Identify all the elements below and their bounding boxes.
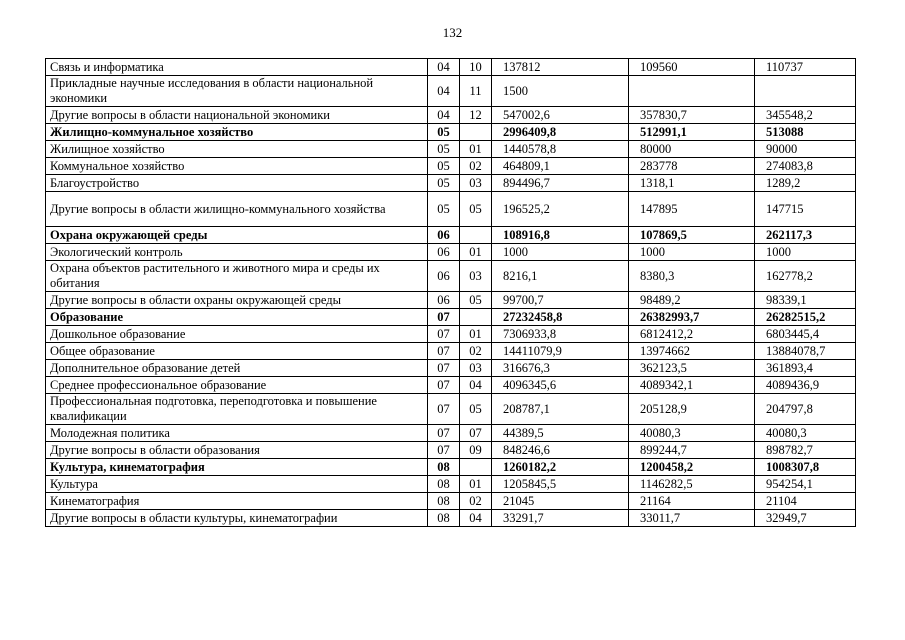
amount-year3-cell: 361893,4 <box>755 360 856 377</box>
table-row <box>46 76 856 107</box>
amount-year2-cell: 107869,5 <box>629 227 755 244</box>
amount-year1-cell: 894496,7 <box>492 175 629 192</box>
razdel-code-cell: 07 <box>428 442 460 459</box>
amount-year2-cell: 1318,1 <box>629 175 755 192</box>
amount-year1-cell: 14411079,9 <box>492 343 629 360</box>
table-row <box>46 141 856 158</box>
amount-year1-cell: 547002,6 <box>492 107 629 124</box>
amount-year3-cell: 13884078,7 <box>755 343 856 360</box>
amount-year3-cell: 162778,2 <box>755 261 856 292</box>
podrazdel-code-cell: 12 <box>460 107 492 124</box>
row-name-cell: Другие вопросы в области национальной экономики <box>46 107 428 124</box>
amount-year1-cell: 108916,8 <box>492 227 629 244</box>
amount-year3-cell: 32949,7 <box>755 510 856 527</box>
section-row <box>46 227 856 244</box>
amount-year2-cell: 899244,7 <box>629 442 755 459</box>
amount-year1-cell: 4096345,6 <box>492 377 629 394</box>
section-row <box>46 124 856 141</box>
podrazdel-code-cell: 11 <box>460 76 492 107</box>
table-row <box>46 476 856 493</box>
podrazdel-code-cell: 09 <box>460 442 492 459</box>
amount-year1-cell: 27232458,8 <box>492 309 629 326</box>
amount-year2-cell: 362123,5 <box>629 360 755 377</box>
amount-year2-cell: 1146282,5 <box>629 476 755 493</box>
amount-year1-cell: 2996409,8 <box>492 124 629 141</box>
amount-year2-cell: 33011,7 <box>629 510 755 527</box>
amount-year3-cell: 21104 <box>755 493 856 510</box>
amount-year3-cell <box>755 76 856 107</box>
amount-year1-cell: 1500 <box>492 76 629 107</box>
row-name-cell: Кинематография <box>46 493 428 510</box>
razdel-code-cell: 08 <box>428 476 460 493</box>
amount-year3-cell: 204797,8 <box>755 394 856 425</box>
table-row <box>46 442 856 459</box>
podrazdel-code-cell: 01 <box>460 244 492 261</box>
podrazdel-code-cell: 03 <box>460 360 492 377</box>
amount-year2-cell: 205128,9 <box>629 394 755 425</box>
table-row <box>46 175 856 192</box>
amount-year1-cell: 1260182,2 <box>492 459 629 476</box>
amount-year2-cell: 512991,1 <box>629 124 755 141</box>
row-name-cell: Другие вопросы в области охраны окружающей среды <box>46 292 428 309</box>
razdel-code-cell: 07 <box>428 394 460 425</box>
section-row <box>46 309 856 326</box>
podrazdel-code-cell: 05 <box>460 394 492 425</box>
table-row <box>46 394 856 425</box>
amount-year3-cell: 110737 <box>755 59 856 76</box>
table-row <box>46 493 856 510</box>
amount-year1-cell: 33291,7 <box>492 510 629 527</box>
amount-year2-cell: 357830,7 <box>629 107 755 124</box>
amount-year3-cell: 98339,1 <box>755 292 856 309</box>
row-name-cell: Образование <box>46 309 428 326</box>
budget-table-body <box>46 59 856 527</box>
table-row <box>46 377 856 394</box>
row-name-cell: Другие вопросы в области культуры, кинематографии <box>46 510 428 527</box>
razdel-code-cell: 08 <box>428 459 460 476</box>
amount-year2-cell: 98489,2 <box>629 292 755 309</box>
table-row <box>46 360 856 377</box>
amount-year1-cell: 137812 <box>492 59 629 76</box>
podrazdel-code-cell: 05 <box>460 192 492 227</box>
amount-year3-cell: 898782,7 <box>755 442 856 459</box>
amount-year3-cell: 262117,3 <box>755 227 856 244</box>
row-name-cell: Охрана объектов растительного и животного мира и среды их обитания <box>46 261 428 292</box>
razdel-code-cell: 05 <box>428 192 460 227</box>
amount-year3-cell: 4089436,9 <box>755 377 856 394</box>
row-name-cell: Другие вопросы в области образования <box>46 442 428 459</box>
amount-year1-cell: 44389,5 <box>492 425 629 442</box>
razdel-code-cell: 04 <box>428 107 460 124</box>
amount-year1-cell: 99700,7 <box>492 292 629 309</box>
podrazdel-code-cell: 03 <box>460 175 492 192</box>
razdel-code-cell: 05 <box>428 124 460 141</box>
amount-year2-cell: 8380,3 <box>629 261 755 292</box>
amount-year2-cell: 21164 <box>629 493 755 510</box>
row-name-cell: Среднее профессиональное образование <box>46 377 428 394</box>
amount-year3-cell: 26282515,2 <box>755 309 856 326</box>
amount-year2-cell: 147895 <box>629 192 755 227</box>
amount-year3-cell: 513088 <box>755 124 856 141</box>
table-row <box>46 244 856 261</box>
razdel-code-cell: 05 <box>428 158 460 175</box>
podrazdel-code-cell: 04 <box>460 510 492 527</box>
row-name-cell: Жилищное хозяйство <box>46 141 428 158</box>
amount-year1-cell: 21045 <box>492 493 629 510</box>
razdel-code-cell: 04 <box>428 76 460 107</box>
table-row <box>46 192 856 227</box>
row-name-cell: Культура <box>46 476 428 493</box>
row-name-cell: Жилищно-коммунальное хозяйство <box>46 124 428 141</box>
table-row <box>46 326 856 343</box>
amount-year1-cell: 1205845,5 <box>492 476 629 493</box>
row-name-cell: Прикладные научные исследования в области национальной экономики <box>46 76 428 107</box>
podrazdel-code-cell: 01 <box>460 326 492 343</box>
table-row <box>46 292 856 309</box>
amount-year2-cell <box>629 76 755 107</box>
row-name-cell: Охрана окружающей среды <box>46 227 428 244</box>
page-number: 132 <box>442 25 463 40</box>
razdel-code-cell: 04 <box>428 59 460 76</box>
razdel-code-cell: 06 <box>428 261 460 292</box>
amount-year1-cell: 316676,3 <box>492 360 629 377</box>
row-name-cell: Общее образование <box>46 343 428 360</box>
amount-year2-cell: 1000 <box>629 244 755 261</box>
amount-year2-cell: 26382993,7 <box>629 309 755 326</box>
row-name-cell: Благоустройство <box>46 175 428 192</box>
amount-year2-cell: 13974662 <box>629 343 755 360</box>
amount-year1-cell: 848246,6 <box>492 442 629 459</box>
section-row <box>46 459 856 476</box>
amount-year1-cell: 196525,2 <box>492 192 629 227</box>
razdel-code-cell: 07 <box>428 377 460 394</box>
row-name-cell: Связь и информатика <box>46 59 428 76</box>
amount-year2-cell: 6812412,2 <box>629 326 755 343</box>
table-row <box>46 158 856 175</box>
podrazdel-code-cell: 01 <box>460 141 492 158</box>
razdel-code-cell: 07 <box>428 360 460 377</box>
amount-year3-cell: 1008307,8 <box>755 459 856 476</box>
razdel-code-cell: 05 <box>428 175 460 192</box>
amount-year3-cell: 90000 <box>755 141 856 158</box>
amount-year3-cell: 6803445,4 <box>755 326 856 343</box>
podrazdel-code-cell <box>460 227 492 244</box>
table-row <box>46 59 856 76</box>
amount-year2-cell: 4089342,1 <box>629 377 755 394</box>
amount-year1-cell: 1000 <box>492 244 629 261</box>
razdel-code-cell: 08 <box>428 510 460 527</box>
podrazdel-code-cell: 10 <box>460 59 492 76</box>
row-name-cell: Культура, кинематография <box>46 459 428 476</box>
amount-year1-cell: 208787,1 <box>492 394 629 425</box>
podrazdel-code-cell: 07 <box>460 425 492 442</box>
podrazdel-code-cell: 05 <box>460 292 492 309</box>
podrazdel-code-cell: 02 <box>460 158 492 175</box>
row-name-cell: Профессиональная подготовка, переподготовка и повышение квалификации <box>46 394 428 425</box>
row-name-cell: Другие вопросы в области жилищно-коммунального хозяйства <box>46 192 428 227</box>
table-row <box>46 261 856 292</box>
budget-table <box>45 58 856 527</box>
razdel-code-cell: 07 <box>428 326 460 343</box>
row-name-cell: Молодежная политика <box>46 425 428 442</box>
row-name-cell: Коммунальное хозяйство <box>46 158 428 175</box>
row-name-cell: Дополнительное образование детей <box>46 360 428 377</box>
razdel-code-cell: 08 <box>428 493 460 510</box>
podrazdel-code-cell <box>460 459 492 476</box>
table-row <box>46 510 856 527</box>
podrazdel-code-cell: 02 <box>460 493 492 510</box>
razdel-code-cell: 06 <box>428 292 460 309</box>
podrazdel-code-cell: 04 <box>460 377 492 394</box>
podrazdel-code-cell <box>460 124 492 141</box>
amount-year2-cell: 80000 <box>629 141 755 158</box>
razdel-code-cell: 07 <box>428 309 460 326</box>
podrazdel-code-cell: 01 <box>460 476 492 493</box>
razdel-code-cell: 06 <box>428 227 460 244</box>
table-row <box>46 107 856 124</box>
amount-year2-cell: 109560 <box>629 59 755 76</box>
podrazdel-code-cell <box>460 309 492 326</box>
row-name-cell: Дошкольное образование <box>46 326 428 343</box>
amount-year1-cell: 464809,1 <box>492 158 629 175</box>
podrazdel-code-cell: 03 <box>460 261 492 292</box>
table-row <box>46 343 856 360</box>
amount-year2-cell: 1200458,2 <box>629 459 755 476</box>
amount-year2-cell: 40080,3 <box>629 425 755 442</box>
table-row <box>46 425 856 442</box>
amount-year3-cell: 1000 <box>755 244 856 261</box>
row-name-cell: Экологический контроль <box>46 244 428 261</box>
amount-year3-cell: 40080,3 <box>755 425 856 442</box>
amount-year1-cell: 7306933,8 <box>492 326 629 343</box>
amount-year3-cell: 147715 <box>755 192 856 227</box>
amount-year3-cell: 345548,2 <box>755 107 856 124</box>
amount-year2-cell: 283778 <box>629 158 755 175</box>
amount-year3-cell: 1289,2 <box>755 175 856 192</box>
razdel-code-cell: 05 <box>428 141 460 158</box>
amount-year1-cell: 8216,1 <box>492 261 629 292</box>
amount-year3-cell: 954254,1 <box>755 476 856 493</box>
podrazdel-code-cell: 02 <box>460 343 492 360</box>
razdel-code-cell: 06 <box>428 244 460 261</box>
razdel-code-cell: 07 <box>428 425 460 442</box>
razdel-code-cell: 07 <box>428 343 460 360</box>
amount-year3-cell: 274083,8 <box>755 158 856 175</box>
amount-year1-cell: 1440578,8 <box>492 141 629 158</box>
